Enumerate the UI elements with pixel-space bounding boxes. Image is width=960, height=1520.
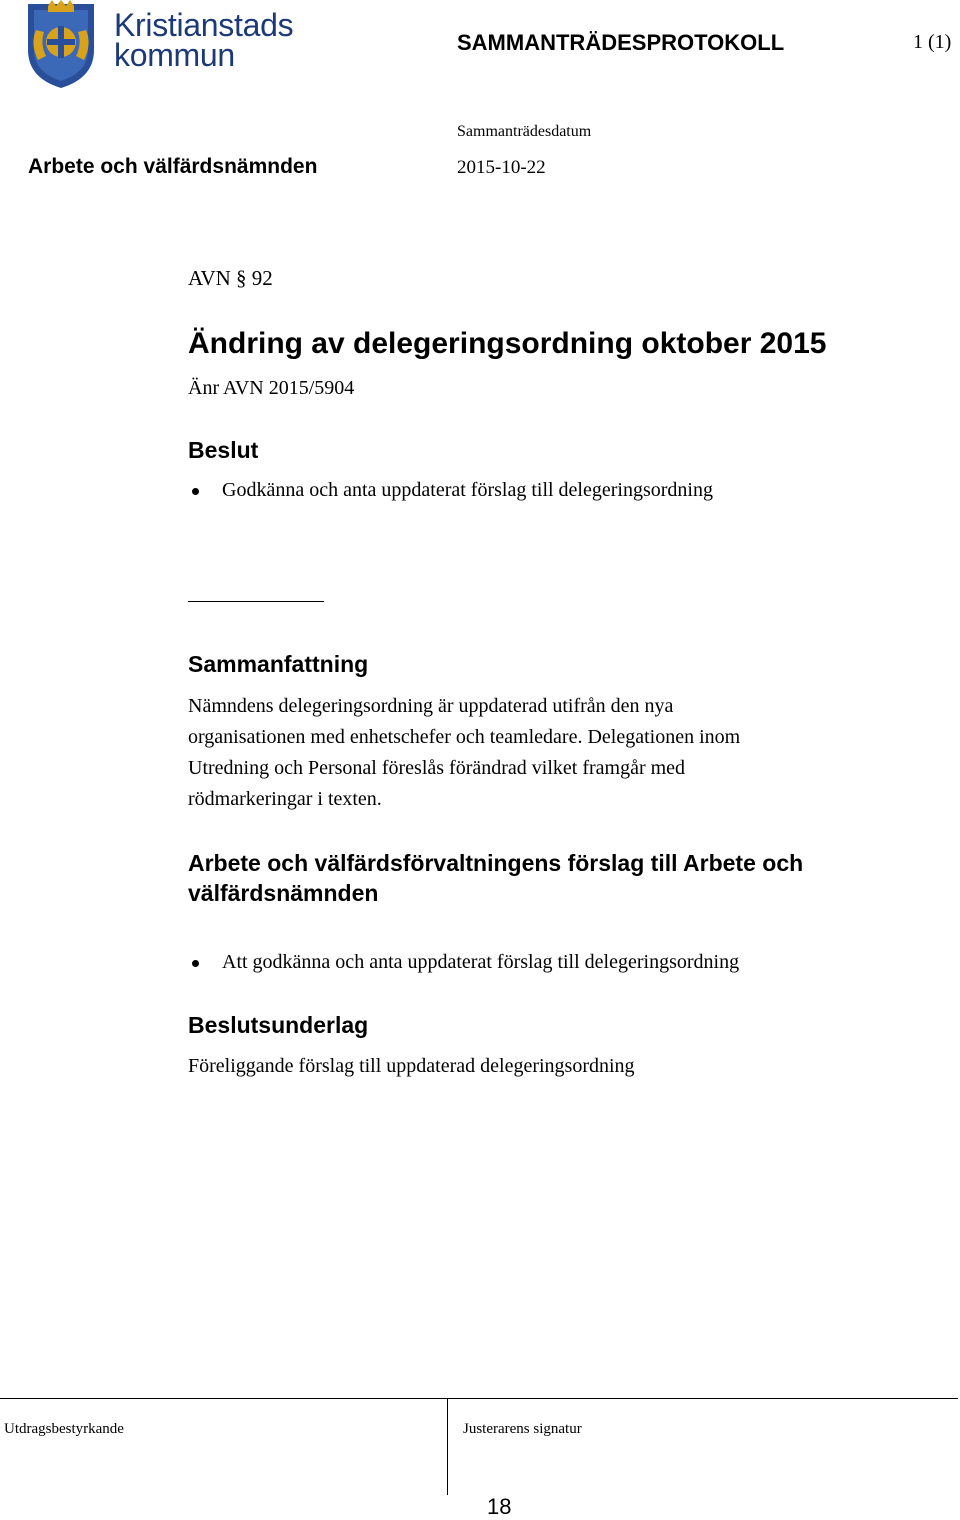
- meeting-date: 2015-10-22: [457, 157, 546, 178]
- logo-text-line1: Kristianstads: [114, 7, 294, 43]
- logo-text-line2: kommun: [114, 37, 235, 73]
- proposal-heading-line: Arbete och välfärdsförvaltningens förslag till Arbete och: [188, 850, 804, 876]
- proposal-heading-line: välfärdsnämnden: [188, 880, 379, 906]
- section-number: AVN § 92: [188, 266, 273, 290]
- extract-certification-label: Utdragsbestyrkande: [4, 1421, 124, 1437]
- summary-heading: Sammanfattning: [188, 651, 369, 677]
- page-indicator: 1 (1): [913, 31, 952, 53]
- footer-rule: [0, 1398, 958, 1399]
- section-divider: [188, 601, 324, 602]
- basis-text: Föreliggande förslag till uppdaterad delegeringsordning: [188, 1055, 635, 1077]
- summary-paragraph: [188, 691, 888, 815]
- page-number: 18: [487, 1494, 512, 1519]
- decision-bullet-text: Godkänna och anta uppdaterat förslag till delegeringsordning: [222, 479, 713, 501]
- bullet-icon: [192, 488, 199, 495]
- basis-heading: Beslutsunderlag: [188, 1012, 369, 1038]
- adjuster-signature-label: Justerarens signatur: [463, 1421, 582, 1437]
- page-title: Ändring av delegeringsordning oktober 2015: [188, 327, 827, 360]
- crest-icon: [22, 0, 100, 90]
- summary-line: organisationen med enhetschefer och teamledare. Delegationen inom: [188, 726, 741, 748]
- meeting-date-label: Sammanträdesdatum: [457, 123, 592, 140]
- summary-line: rödmarkeringar i texten.: [188, 788, 382, 810]
- document-type: SAMMANTRÄDESPROTOKOLL: [457, 30, 785, 55]
- municipality-logo: [22, 0, 312, 90]
- decision-bullet-item: [222, 479, 713, 502]
- summary-line: Nämndens delegeringsordning är uppdaterad utifrån den nya: [188, 695, 674, 717]
- proposal-bullet-item: [222, 951, 739, 974]
- bullet-icon: [192, 960, 199, 967]
- proposal-heading: [188, 848, 908, 908]
- decision-heading: Beslut: [188, 437, 259, 463]
- summary-line: Utredning och Personal föreslås förändrad vilket framgår med: [188, 757, 686, 779]
- reference-number: Änr AVN 2015/5904: [188, 377, 355, 399]
- proposal-bullet-text: Att godkänna och anta uppdaterat förslag till delegeringsordning: [222, 951, 740, 973]
- committee-name: Arbete och välfärdsnämnden: [28, 155, 318, 178]
- footer-divider: [447, 1399, 448, 1495]
